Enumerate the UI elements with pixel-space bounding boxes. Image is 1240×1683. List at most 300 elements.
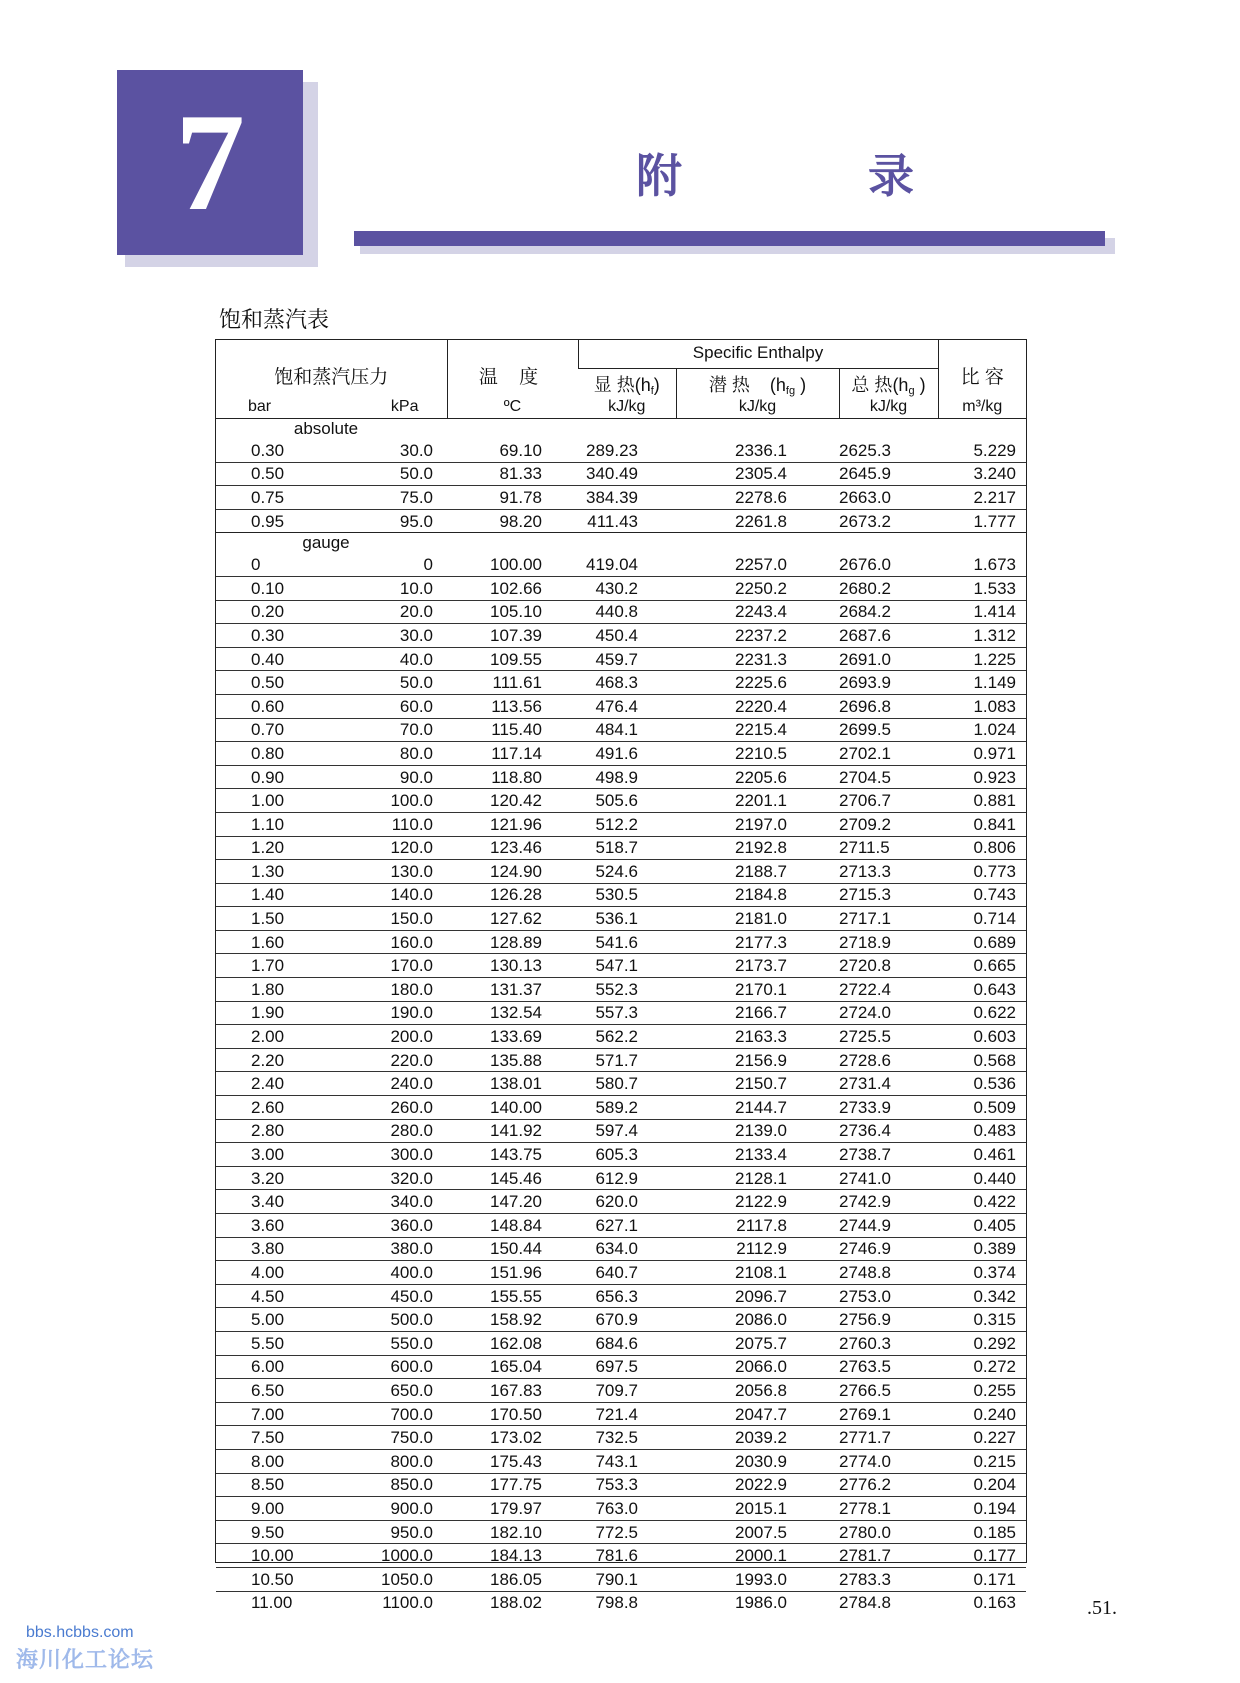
cell-sensible-heat: 518.7 <box>578 836 676 860</box>
sensible-heat-unit: kJ/kg <box>608 398 646 415</box>
cell-pressure-kpa: 20.0 <box>399 602 433 622</box>
cell-pressure-bar: 1.70 <box>251 956 285 976</box>
cell-pressure-kpa: 550.0 <box>390 1333 433 1353</box>
chapter-number: 7 <box>117 70 303 255</box>
cell-pressure-bar: 8.50 <box>251 1475 285 1495</box>
table-row <box>216 1473 1026 1497</box>
cell-temperature: 135.88 <box>447 1048 578 1072</box>
cell-pressure-kpa: 500.0 <box>390 1310 433 1330</box>
table-row <box>216 1001 1026 1025</box>
cell-sensible-heat: 440.8 <box>578 600 676 624</box>
cell-temperature: 109.55 <box>447 647 578 671</box>
cell-pressure-bar: 0.95 <box>251 511 285 531</box>
cell-pressure-kpa: 450.0 <box>390 1286 433 1306</box>
watermark-url: bbs.hcbbs.com <box>26 1624 134 1641</box>
table-row <box>216 1331 1026 1355</box>
table-row <box>216 1567 1026 1591</box>
table-row <box>216 978 1026 1002</box>
cell-sensible-heat: 512.2 <box>578 812 676 836</box>
cell-sensible-heat: 743.1 <box>578 1449 676 1473</box>
cell-temperature: 138.01 <box>447 1072 578 1096</box>
pressure-header-label: 饱和蒸汽压力 <box>274 367 389 388</box>
cell-temperature: 118.80 <box>447 765 578 789</box>
cell-pressure-bar: 3.40 <box>251 1192 285 1212</box>
temperature-header <box>447 340 578 419</box>
cell-latent-heat: 2039.2 <box>676 1426 839 1450</box>
table-row <box>216 954 1026 978</box>
sensible-heat-label: 显 热 <box>593 375 635 395</box>
cell-specific-volume: 0.240 <box>938 1402 1026 1426</box>
cell-pressure-bar: 1.50 <box>251 909 285 929</box>
cell-specific-volume: 0.272 <box>938 1355 1026 1379</box>
cell-total-heat: 2756.9 <box>839 1308 938 1332</box>
cell-specific-volume: 0.743 <box>938 883 1026 907</box>
cell-specific-volume: 0.806 <box>938 836 1026 860</box>
cell-temperature: 115.40 <box>447 718 578 742</box>
cell-specific-volume: 0.440 <box>938 1166 1026 1190</box>
table-row <box>216 1308 1026 1332</box>
cell-pressure-kpa: 50.0 <box>399 464 433 484</box>
temperature-header-label: 温 度 <box>478 367 547 388</box>
cell-temperature: 150.44 <box>447 1237 578 1261</box>
cell-latent-heat: 2181.0 <box>676 907 839 931</box>
total-heat-header <box>839 369 938 419</box>
cell-temperature: 167.83 <box>447 1379 578 1403</box>
cell-latent-heat: 2192.8 <box>676 836 839 860</box>
total-heat-symbol: (h <box>892 375 909 395</box>
cell-sensible-heat: 530.5 <box>578 883 676 907</box>
cell-temperature: 175.43 <box>447 1449 578 1473</box>
cell-sensible-heat: 640.7 <box>578 1261 676 1285</box>
steam-table <box>215 339 1027 1613</box>
cell-sensible-heat: 541.6 <box>578 930 676 954</box>
cell-total-heat: 2724.0 <box>839 1001 938 1025</box>
table-row <box>216 718 1026 742</box>
table-row <box>216 486 1026 510</box>
cell-sensible-heat: 468.3 <box>578 671 676 695</box>
cell-pressure-bar: 1.90 <box>251 1003 285 1023</box>
cell-temperature: 124.90 <box>447 860 578 884</box>
cell-pressure-kpa: 900.0 <box>390 1498 433 1518</box>
table-row <box>216 1261 1026 1285</box>
cell-temperature: 121.96 <box>447 812 578 836</box>
cell-sensible-heat: 289.23 <box>586 440 638 460</box>
cell-temperature: 130.13 <box>447 954 578 978</box>
cell-latent-heat: 2007.5 <box>676 1520 839 1544</box>
cell-specific-volume: 0.841 <box>938 812 1026 836</box>
cell-latent-heat: 2257.0 <box>735 555 787 575</box>
cell-temperature: 100.00 <box>490 555 542 575</box>
table-row <box>216 1591 1026 1614</box>
cell-sensible-heat: 634.0 <box>578 1237 676 1261</box>
cell-pressure-kpa: 700.0 <box>390 1404 433 1424</box>
cell-total-heat: 2771.7 <box>839 1426 938 1450</box>
cell-pressure-bar: 6.50 <box>251 1380 285 1400</box>
cell-sensible-heat: 605.3 <box>578 1143 676 1167</box>
cell-specific-volume: 0.536 <box>938 1072 1026 1096</box>
cell-total-heat: 2725.5 <box>839 1025 938 1049</box>
group-label: absolute <box>293 419 359 438</box>
cell-sensible-heat: 753.3 <box>578 1473 676 1497</box>
cell-sensible-heat: 505.6 <box>578 789 676 813</box>
cell-specific-volume: 0.185 <box>938 1520 1026 1544</box>
group-row-gauge <box>216 533 1026 554</box>
cell-specific-volume: 0.714 <box>938 907 1026 931</box>
table-row <box>216 1096 1026 1120</box>
cell-specific-volume: 0.881 <box>938 789 1026 813</box>
cell-total-heat: 2769.1 <box>839 1402 938 1426</box>
cell-pressure-kpa: 160.0 <box>390 932 433 952</box>
sensible-heat-symbol: (h <box>634 375 651 395</box>
cell-sensible-heat: 340.49 <box>578 462 676 486</box>
cell-total-heat: 2763.5 <box>839 1355 938 1379</box>
cell-specific-volume: 0.603 <box>938 1025 1026 1049</box>
cell-specific-volume: 0.342 <box>938 1284 1026 1308</box>
cell-sensible-heat: 656.3 <box>578 1284 676 1308</box>
cell-total-heat: 2722.4 <box>839 978 938 1002</box>
cell-sensible-heat: 536.1 <box>578 907 676 931</box>
cell-latent-heat: 1986.0 <box>676 1591 839 1614</box>
cell-total-heat: 2781.7 <box>839 1544 938 1568</box>
cell-latent-heat: 2220.4 <box>676 694 839 718</box>
cell-sensible-heat: 612.9 <box>578 1166 676 1190</box>
cell-specific-volume: 0.461 <box>938 1143 1026 1167</box>
cell-pressure-bar: 1.60 <box>251 932 285 952</box>
cell-pressure-bar: 3.20 <box>251 1168 285 1188</box>
cell-total-heat: 2680.2 <box>839 576 938 600</box>
cell-latent-heat: 2000.1 <box>676 1544 839 1568</box>
cell-total-heat: 2738.7 <box>839 1143 938 1167</box>
cell-latent-heat: 2243.4 <box>676 600 839 624</box>
cell-latent-heat: 2305.4 <box>676 462 839 486</box>
cell-latent-heat: 2015.1 <box>676 1497 839 1521</box>
cell-temperature: 143.75 <box>447 1143 578 1167</box>
cell-pressure-kpa: 950.0 <box>390 1522 433 1542</box>
cell-sensible-heat: 411.43 <box>578 509 676 533</box>
cell-latent-heat: 2122.9 <box>676 1190 839 1214</box>
cell-temperature: 127.62 <box>447 907 578 931</box>
cell-pressure-kpa: 140.0 <box>390 885 433 905</box>
sensible-heat-close: ) <box>653 375 660 395</box>
cell-specific-volume: 1.312 <box>938 624 1026 648</box>
table-header <box>216 340 1026 419</box>
cell-latent-heat: 2056.8 <box>676 1379 839 1403</box>
cell-sensible-heat: 498.9 <box>578 765 676 789</box>
cell-temperature: 105.10 <box>447 600 578 624</box>
cell-total-heat: 2731.4 <box>839 1072 938 1096</box>
cell-total-heat: 2696.8 <box>839 694 938 718</box>
cell-sensible-heat: 459.7 <box>578 647 676 671</box>
latent-heat-close: ) <box>795 375 807 395</box>
cell-latent-heat: 2075.7 <box>676 1331 839 1355</box>
cell-pressure-bar: 4.50 <box>251 1286 285 1306</box>
cell-specific-volume: 0.622 <box>938 1001 1026 1025</box>
cell-pressure-kpa: 75.0 <box>399 487 433 507</box>
table-row <box>216 836 1026 860</box>
cell-sensible-heat: 491.6 <box>578 742 676 766</box>
table-row <box>216 671 1026 695</box>
cell-total-heat: 2778.1 <box>839 1497 938 1521</box>
cell-sensible-heat: 684.6 <box>578 1331 676 1355</box>
cell-total-heat: 2748.8 <box>839 1261 938 1285</box>
cell-specific-volume: 0.389 <box>938 1237 1026 1261</box>
cell-pressure-kpa: 90.0 <box>399 767 433 787</box>
cell-pressure-kpa: 95.0 <box>399 511 433 531</box>
cell-latent-heat: 2139.0 <box>676 1119 839 1143</box>
cell-pressure-bar: 1.00 <box>251 791 285 811</box>
cell-sensible-heat: 557.3 <box>578 1001 676 1025</box>
cell-temperature: 184.13 <box>447 1544 578 1568</box>
cell-total-heat: 2645.9 <box>839 462 938 486</box>
cell-pressure-kpa: 60.0 <box>399 696 433 716</box>
cell-temperature: 91.78 <box>447 486 578 510</box>
cell-specific-volume: 0.923 <box>938 765 1026 789</box>
cell-total-heat: 2684.2 <box>839 600 938 624</box>
specific-enthalpy-header: Specific Enthalpy <box>578 340 938 369</box>
cell-temperature: 133.69 <box>447 1025 578 1049</box>
cell-latent-heat: 2188.7 <box>676 860 839 884</box>
table-row <box>216 1402 1026 1426</box>
cell-specific-volume: 0.163 <box>938 1591 1026 1614</box>
table-row <box>216 789 1026 813</box>
table-row <box>216 812 1026 836</box>
cell-pressure-bar: 2.20 <box>251 1050 285 1070</box>
table-row <box>216 1544 1026 1568</box>
cell-pressure-bar: 2.60 <box>251 1097 285 1117</box>
cell-specific-volume: 5.229 <box>973 440 1017 460</box>
cell-specific-volume: 1.225 <box>938 647 1026 671</box>
total-heat-close: ) <box>914 375 926 395</box>
cell-pressure-bar: 0.20 <box>251 602 285 622</box>
cell-temperature: 177.75 <box>447 1473 578 1497</box>
cell-latent-heat: 2215.4 <box>676 718 839 742</box>
cell-pressure-kpa: 260.0 <box>390 1097 433 1117</box>
cell-temperature: 147.20 <box>447 1190 578 1214</box>
cell-pressure-bar: 0.50 <box>251 464 285 484</box>
cell-pressure-bar: 0.60 <box>251 696 285 716</box>
cell-temperature: 141.92 <box>447 1119 578 1143</box>
sensible-heat-header <box>578 369 676 419</box>
specific-volume-unit: m³/kg <box>962 398 1003 415</box>
table-row <box>216 1143 1026 1167</box>
cell-temperature: 132.54 <box>447 1001 578 1025</box>
cell-temperature: 107.39 <box>447 624 578 648</box>
latent-heat-symbol: (h <box>769 375 786 395</box>
cell-temperature: 188.02 <box>447 1591 578 1614</box>
table-row <box>216 1119 1026 1143</box>
cell-latent-heat: 2112.9 <box>676 1237 839 1261</box>
cell-temperature: 140.00 <box>447 1096 578 1120</box>
table-row <box>216 600 1026 624</box>
table-row <box>216 1237 1026 1261</box>
total-heat-label: 总 热 <box>851 375 893 395</box>
cell-pressure-kpa: 400.0 <box>390 1262 433 1282</box>
cell-total-heat: 2704.5 <box>839 765 938 789</box>
cell-total-heat: 2706.7 <box>839 789 938 813</box>
table-row <box>216 1449 1026 1473</box>
cell-temperature: 126.28 <box>447 883 578 907</box>
table-row <box>216 1048 1026 1072</box>
cell-temperature: 128.89 <box>447 930 578 954</box>
cell-temperature: 158.92 <box>447 1308 578 1332</box>
cell-latent-heat: 2096.7 <box>676 1284 839 1308</box>
cell-pressure-kpa: 30.0 <box>399 625 433 645</box>
cell-total-heat: 2715.3 <box>839 883 938 907</box>
cell-latent-heat: 2150.7 <box>676 1072 839 1096</box>
cell-pressure-kpa: 50.0 <box>399 673 433 693</box>
table-row <box>216 930 1026 954</box>
cell-latent-heat: 2184.8 <box>676 883 839 907</box>
cell-specific-volume: 0.315 <box>938 1308 1026 1332</box>
cell-pressure-kpa: 220.0 <box>390 1050 433 1070</box>
cell-sensible-heat: 627.1 <box>578 1214 676 1238</box>
cell-latent-heat: 2022.9 <box>676 1473 839 1497</box>
cell-latent-heat: 2177.3 <box>676 930 839 954</box>
cell-pressure-kpa: 110.0 <box>391 814 433 834</box>
cell-pressure-bar: 11.00 <box>251 1593 293 1613</box>
cell-pressure-bar: 0.80 <box>251 743 285 763</box>
cell-latent-heat: 2336.1 <box>735 440 787 460</box>
cell-total-heat: 2742.9 <box>839 1190 938 1214</box>
cell-temperature: 162.08 <box>447 1331 578 1355</box>
cell-specific-volume: 0.194 <box>938 1497 1026 1521</box>
table-row <box>216 576 1026 600</box>
table-row <box>216 462 1026 486</box>
cell-latent-heat: 2250.2 <box>676 576 839 600</box>
cell-sensible-heat: 620.0 <box>578 1190 676 1214</box>
cell-temperature: 179.97 <box>447 1497 578 1521</box>
cell-latent-heat: 2047.7 <box>676 1402 839 1426</box>
cell-sensible-heat: 571.7 <box>578 1048 676 1072</box>
cell-total-heat: 2733.9 <box>839 1096 938 1120</box>
cell-pressure-bar: 0.70 <box>251 720 285 740</box>
cell-sensible-heat: 721.4 <box>578 1402 676 1426</box>
cell-specific-volume: 1.024 <box>938 718 1026 742</box>
cell-total-heat: 2702.1 <box>839 742 938 766</box>
cell-sensible-heat: 450.4 <box>578 624 676 648</box>
cell-pressure-bar: 7.00 <box>251 1404 285 1424</box>
title-rule <box>354 231 1105 246</box>
cell-sensible-heat: 419.04 <box>586 555 638 575</box>
cell-pressure-bar: 0.40 <box>251 649 285 669</box>
cell-pressure-kpa: 320.0 <box>390 1168 433 1188</box>
latent-heat-subscript: fg <box>785 385 796 397</box>
cell-latent-heat: 2156.9 <box>676 1048 839 1072</box>
cell-total-heat: 2676.0 <box>839 555 891 575</box>
page-title: 附 录 <box>636 149 984 203</box>
specific-volume-label: 比 容 <box>960 367 1004 388</box>
specific-volume-header <box>938 340 1026 419</box>
cell-total-heat: 2711.5 <box>839 836 938 860</box>
cell-total-heat: 2741.0 <box>839 1166 938 1190</box>
cell-pressure-kpa: 180.0 <box>390 979 433 999</box>
table-row <box>216 860 1026 884</box>
table-row <box>216 1166 1026 1190</box>
temperature-unit: ºC <box>503 398 522 415</box>
cell-pressure-bar: 0 <box>251 555 261 575</box>
cell-total-heat: 2673.2 <box>839 509 938 533</box>
latent-heat-label: 潜 热 <box>708 375 750 395</box>
cell-specific-volume: 0.171 <box>938 1567 1026 1591</box>
table-row <box>216 1520 1026 1544</box>
cell-sensible-heat: 484.1 <box>578 718 676 742</box>
cell-pressure-kpa: 240.0 <box>390 1074 433 1094</box>
cell-sensible-heat: 384.39 <box>578 486 676 510</box>
cell-pressure-kpa: 1050.0 <box>381 1569 433 1589</box>
cell-pressure-kpa: 600.0 <box>390 1357 433 1377</box>
cell-latent-heat: 2030.9 <box>676 1449 839 1473</box>
cell-sensible-heat: 547.1 <box>578 954 676 978</box>
sensible-heat-subscript: f <box>650 385 654 397</box>
cell-latent-heat: 2170.1 <box>676 978 839 1002</box>
cell-latent-heat: 2225.6 <box>676 671 839 695</box>
cell-pressure-bar: 1.10 <box>251 814 285 834</box>
cell-total-heat: 2717.1 <box>839 907 938 931</box>
cell-specific-volume: 0.177 <box>938 1544 1026 1568</box>
cell-total-heat: 2776.2 <box>839 1473 938 1497</box>
cell-temperature: 123.46 <box>447 836 578 860</box>
cell-total-heat: 2784.8 <box>839 1591 938 1614</box>
cell-specific-volume: 0.665 <box>938 954 1026 978</box>
table-row <box>216 907 1026 931</box>
cell-specific-volume: 0.255 <box>938 1379 1026 1403</box>
cell-pressure-bar: 9.50 <box>251 1522 285 1542</box>
cell-temperature: 120.42 <box>447 789 578 813</box>
cell-sensible-heat: 763.0 <box>578 1497 676 1521</box>
cell-pressure-bar: 3.00 <box>251 1145 285 1165</box>
cell-temperature: 145.46 <box>447 1166 578 1190</box>
cell-total-heat: 2746.9 <box>839 1237 938 1261</box>
cell-specific-volume: 0.689 <box>938 930 1026 954</box>
table-row <box>216 1379 1026 1403</box>
latent-heat-unit: kJ/kg <box>738 398 777 415</box>
table-row <box>216 439 1026 462</box>
cell-specific-volume: 2.217 <box>938 486 1026 510</box>
cell-specific-volume: 0.971 <box>938 742 1026 766</box>
cell-total-heat: 2753.0 <box>839 1284 938 1308</box>
cell-total-heat: 2687.6 <box>839 624 938 648</box>
cell-latent-heat: 2117.8 <box>676 1214 839 1238</box>
cell-temperature: 81.33 <box>447 462 578 486</box>
cell-sensible-heat: 781.6 <box>578 1544 676 1568</box>
cell-total-heat: 2625.3 <box>839 440 891 460</box>
cell-pressure-bar: 0.10 <box>251 578 285 598</box>
total-heat-subscript: g <box>908 385 915 397</box>
cell-total-heat: 2693.9 <box>839 671 938 695</box>
cell-total-heat: 2766.5 <box>839 1379 938 1403</box>
cell-total-heat: 2713.3 <box>839 860 938 884</box>
cell-specific-volume: 0.773 <box>938 860 1026 884</box>
cell-temperature: 182.10 <box>447 1520 578 1544</box>
cell-temperature: 151.96 <box>447 1261 578 1285</box>
cell-latent-heat: 2166.7 <box>676 1001 839 1025</box>
cell-latent-heat: 2261.8 <box>676 509 839 533</box>
cell-pressure-kpa: 1100.0 <box>382 1593 433 1613</box>
cell-pressure-kpa: 300.0 <box>390 1145 433 1165</box>
pressure-header <box>216 340 447 419</box>
cell-temperature: 148.84 <box>447 1214 578 1238</box>
table-row <box>216 1426 1026 1450</box>
cell-latent-heat: 2144.7 <box>676 1096 839 1120</box>
table-row <box>216 1355 1026 1379</box>
cell-pressure-kpa: 850.0 <box>390 1475 433 1495</box>
table-row <box>216 624 1026 648</box>
cell-specific-volume: 0.204 <box>938 1473 1026 1497</box>
cell-latent-heat: 2173.7 <box>676 954 839 978</box>
cell-latent-heat: 2086.0 <box>676 1308 839 1332</box>
cell-pressure-kpa: 70.0 <box>399 720 433 740</box>
cell-pressure-bar: 2.00 <box>251 1027 285 1047</box>
